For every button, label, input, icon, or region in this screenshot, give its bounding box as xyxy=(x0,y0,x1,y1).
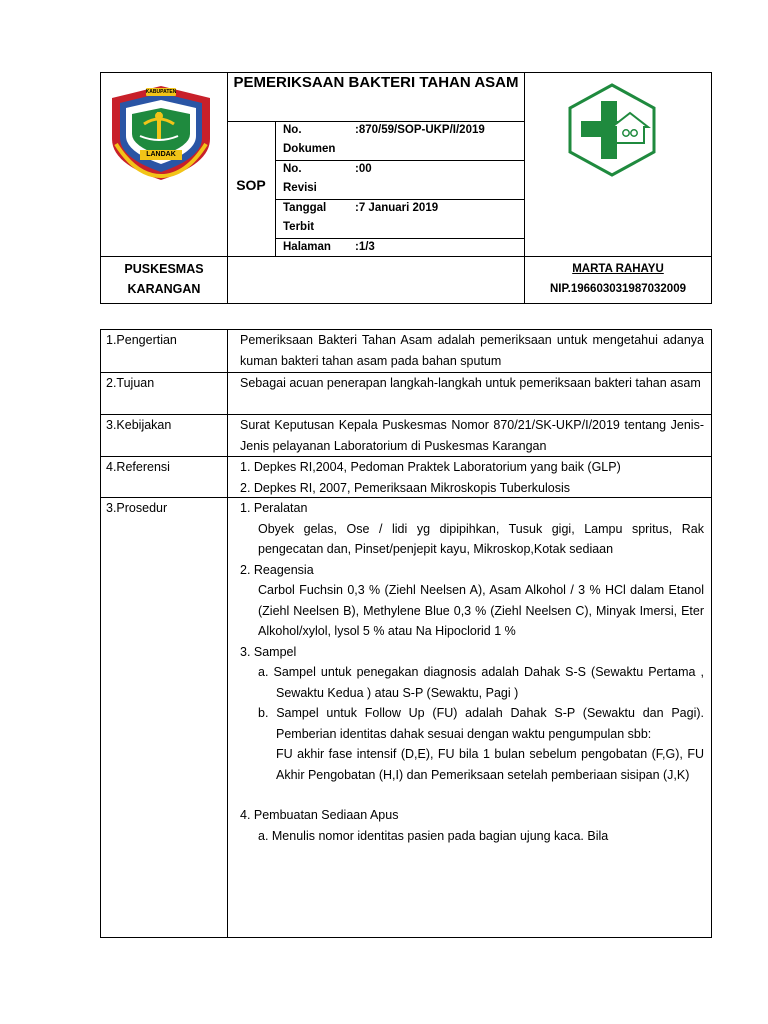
peralatan-text: Obyek gelas, Ose / lidi yg dipipihkan, Tusuk gigi, Lampu spritus, Rak pengecatan dan, Pinset/penjepit kayu, Mikroskop,Kotak sediaan xyxy=(258,521,704,556)
label-kebijakan: 3.Kebijakan xyxy=(106,418,172,432)
meta-tanggal-value: :7 Januari 2019 xyxy=(355,202,439,214)
signatory-block xyxy=(525,259,711,299)
label-prosedur: 3.Prosedur xyxy=(106,501,168,515)
sop-label: SOP xyxy=(236,177,266,193)
text-kebijakan: Surat Keputusan Kepala Puskesmas Nomor 870/21/SK-UKP/I/2019 tentang Jenis-Jenis pelayanan Laboratorium di Puskesmas Karangan xyxy=(240,418,704,453)
meta-halaman-value: :1/3 xyxy=(355,241,375,253)
list-referensi xyxy=(240,457,704,498)
signatory-nip: NIP.196603031987032009 xyxy=(549,283,686,295)
pembuatan-a: a. Menulis nomor identitas pasien pada bagian ujung kaca. Bila xyxy=(258,828,609,843)
text-prosedur xyxy=(240,498,704,846)
sampel-title: 3. Sampel xyxy=(240,644,297,659)
label-tujuan: 2.Tujuan xyxy=(106,376,155,390)
label-referensi: 4.Referensi xyxy=(106,460,170,474)
logo-bottom-text: LANDAK xyxy=(146,151,176,158)
text-pengertian: Pemeriksaan Bakteri Tahan Asam adalah pemeriksaan untuk mengetahui adanya kuman bakteri tahan asam pada bahan sputum xyxy=(240,333,704,368)
meta-doc-no-label: No. Dokumen xyxy=(283,124,336,155)
sampel-b: b. Sampel untuk Follow Up (FU) adalah Dahak S-P (Sewaktu dan Pagi). Pemberian identitas dahak sesuai dengan waktu pengumpulan sbb: xyxy=(258,706,704,741)
label-pengertian: 1.Pengertian xyxy=(106,333,177,347)
referensi-item-2: 2. Depkes RI, 2007, Pemeriksaan Mikroskopis Tuberkulosis xyxy=(240,480,571,495)
meta-revisi-label: No. Revisi xyxy=(283,163,317,194)
text-tujuan: Sebagai acuan penerapan langkah-langkah untuk pemeriksaan bakteri tahan asam xyxy=(240,376,701,390)
pembuatan-title: 4. Pembuatan Sediaan Apus xyxy=(240,808,399,822)
meta-doc-no-value: :870/59/SOP-UKP/I/2019 xyxy=(355,124,485,136)
meta-halaman-label: Halaman xyxy=(283,241,331,253)
puskesmas-logo-icon xyxy=(568,83,656,177)
reagensia-text: Carbol Fuchsin 0,3 % (Ziehl Neelsen A), Asam Alkohol / 3 % HCl dalam Etanol (Ziehl Neelsen B), Methylene Blue 0,3 % (Ziehl Neelsen C), Minyak Imersi, Eter Alkohol/xylol, lysol 5 % atau Na Hipoclorid 1 % xyxy=(258,583,704,638)
referensi-item-1: 1. Depkes RI,2004, Pedoman Praktek Laboratorium yang baik (GLP) xyxy=(240,460,621,474)
signatory-name: MARTA RAHAYU xyxy=(572,263,664,275)
meta-tanggal-label: Tanggal Terbit xyxy=(283,202,327,233)
kabupaten-landak-logo xyxy=(106,84,216,182)
sampel-a: a. Sampel untuk penegakan diagnosis adalah Dahak S-S (Sewaktu Pertama , Sewaktu Kedua ) atau S-P (Sewaktu, Pagi ) xyxy=(258,665,704,700)
reagensia-title: 2. Reagensia xyxy=(240,562,314,577)
logo-top-text: KABUPATEN xyxy=(145,89,177,95)
peralatan-title: 1. Peralatan xyxy=(240,501,308,515)
meta-revisi-value: :00 xyxy=(355,163,372,175)
organization-name: PUSKESMAS KARANGAN xyxy=(124,262,204,296)
document-title: PEMERIKSAAN BAKTERI TAHAN ASAM xyxy=(233,74,519,91)
sampel-b-fu: FU akhir fase intensif (D,E), FU bila 1 bulan sebelum pengobatan (F,G), FU Akhir Pengobatan (H,I) dan Pemeriksaan setelah pemberiaan sisipan (J,K) xyxy=(276,747,704,782)
